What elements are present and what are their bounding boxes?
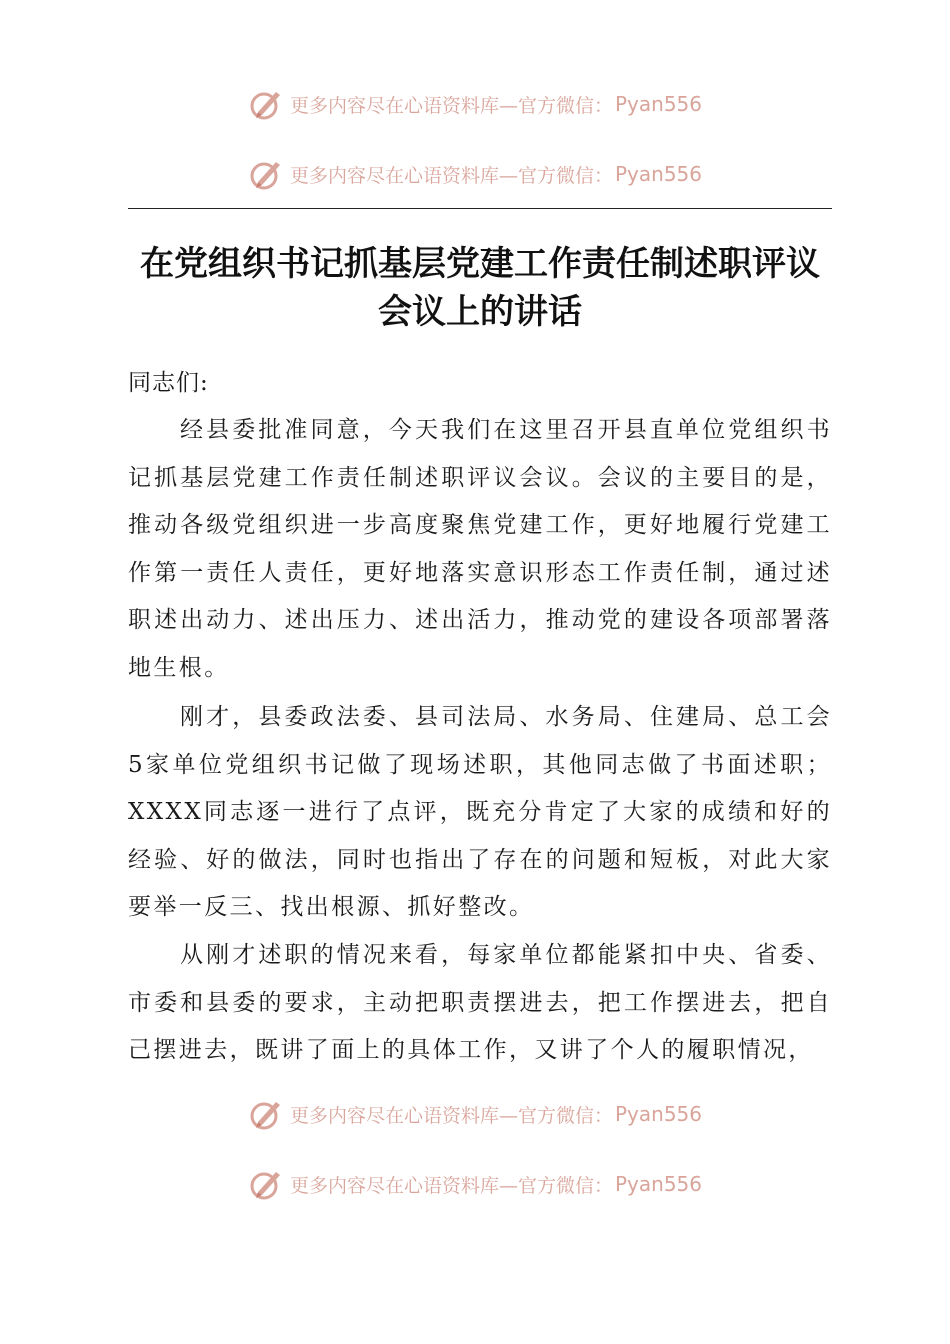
title-line-1: 在党组织书记抓基层党建工作责任制述职评议 — [140, 244, 820, 284]
watermark-id: Pyan556 — [615, 1172, 703, 1196]
title-line-2: 会议上的讲话 — [378, 292, 582, 332]
watermark-text: 更多内容尽在心语资料库—官方微信： — [289, 94, 613, 117]
watermark-banner-top-1 — [0, 84, 950, 124]
paragraph-3: 从刚才述职的情况来看，每家单位都能紧扣中央、省委、市委和县委的要求，主动把职责摆进去，把工作摆进去，把自己摆进去，既讲了面上的具体工作，又讲了个人的履职情况， — [128, 942, 832, 1063]
watermark-text: 更多内容尽在心语资料库—官方微信： — [289, 1174, 613, 1197]
header-divider — [128, 208, 832, 209]
watermark-banner-bottom-1 — [0, 1094, 950, 1134]
salutation: 同志们: — [128, 370, 209, 396]
pen-logo-icon — [248, 1166, 284, 1202]
pen-logo-icon — [248, 1096, 284, 1132]
paragraph-1: 经县委批准同意，今天我们在这里召开县直单位党组织书记抓基层党建工作责任制述职评议会议。会议的主要目的是，推动各级党组织进一步高度聚焦党建工作，更好地履行党建工作第一责任人责任，更好地落实意识形态工作责任制，通过述职述出动力、述出压力、述出活力，推动党的建设各项部署落地生根。 — [128, 417, 832, 681]
watermark-banner-top-2 — [0, 154, 950, 194]
pen-logo-icon — [248, 86, 284, 122]
watermark-text: 更多内容尽在心语资料库—官方微信： — [289, 1104, 613, 1127]
document-title — [120, 240, 840, 336]
watermark-id: Pyan556 — [615, 1102, 703, 1126]
watermark-id: Pyan556 — [615, 162, 703, 186]
watermark-banner-bottom-2 — [0, 1164, 950, 1204]
paragraph-2: 刚才，县委政法委、县司法局、水务局、住建局、总工会5家单位党组织书记做了现场述职，其他同志做了书面述职；XXXX同志逐一进行了点评，既充分肯定了大家的成绩和好的经验、好的做法，同时也指出了存在的问题和短板，对此大家要举一反三、找出根源、抓好整改。 — [128, 704, 832, 920]
watermark-id: Pyan556 — [615, 92, 703, 116]
watermark-text: 更多内容尽在心语资料库—官方微信： — [289, 164, 613, 187]
pen-logo-icon — [248, 156, 284, 192]
